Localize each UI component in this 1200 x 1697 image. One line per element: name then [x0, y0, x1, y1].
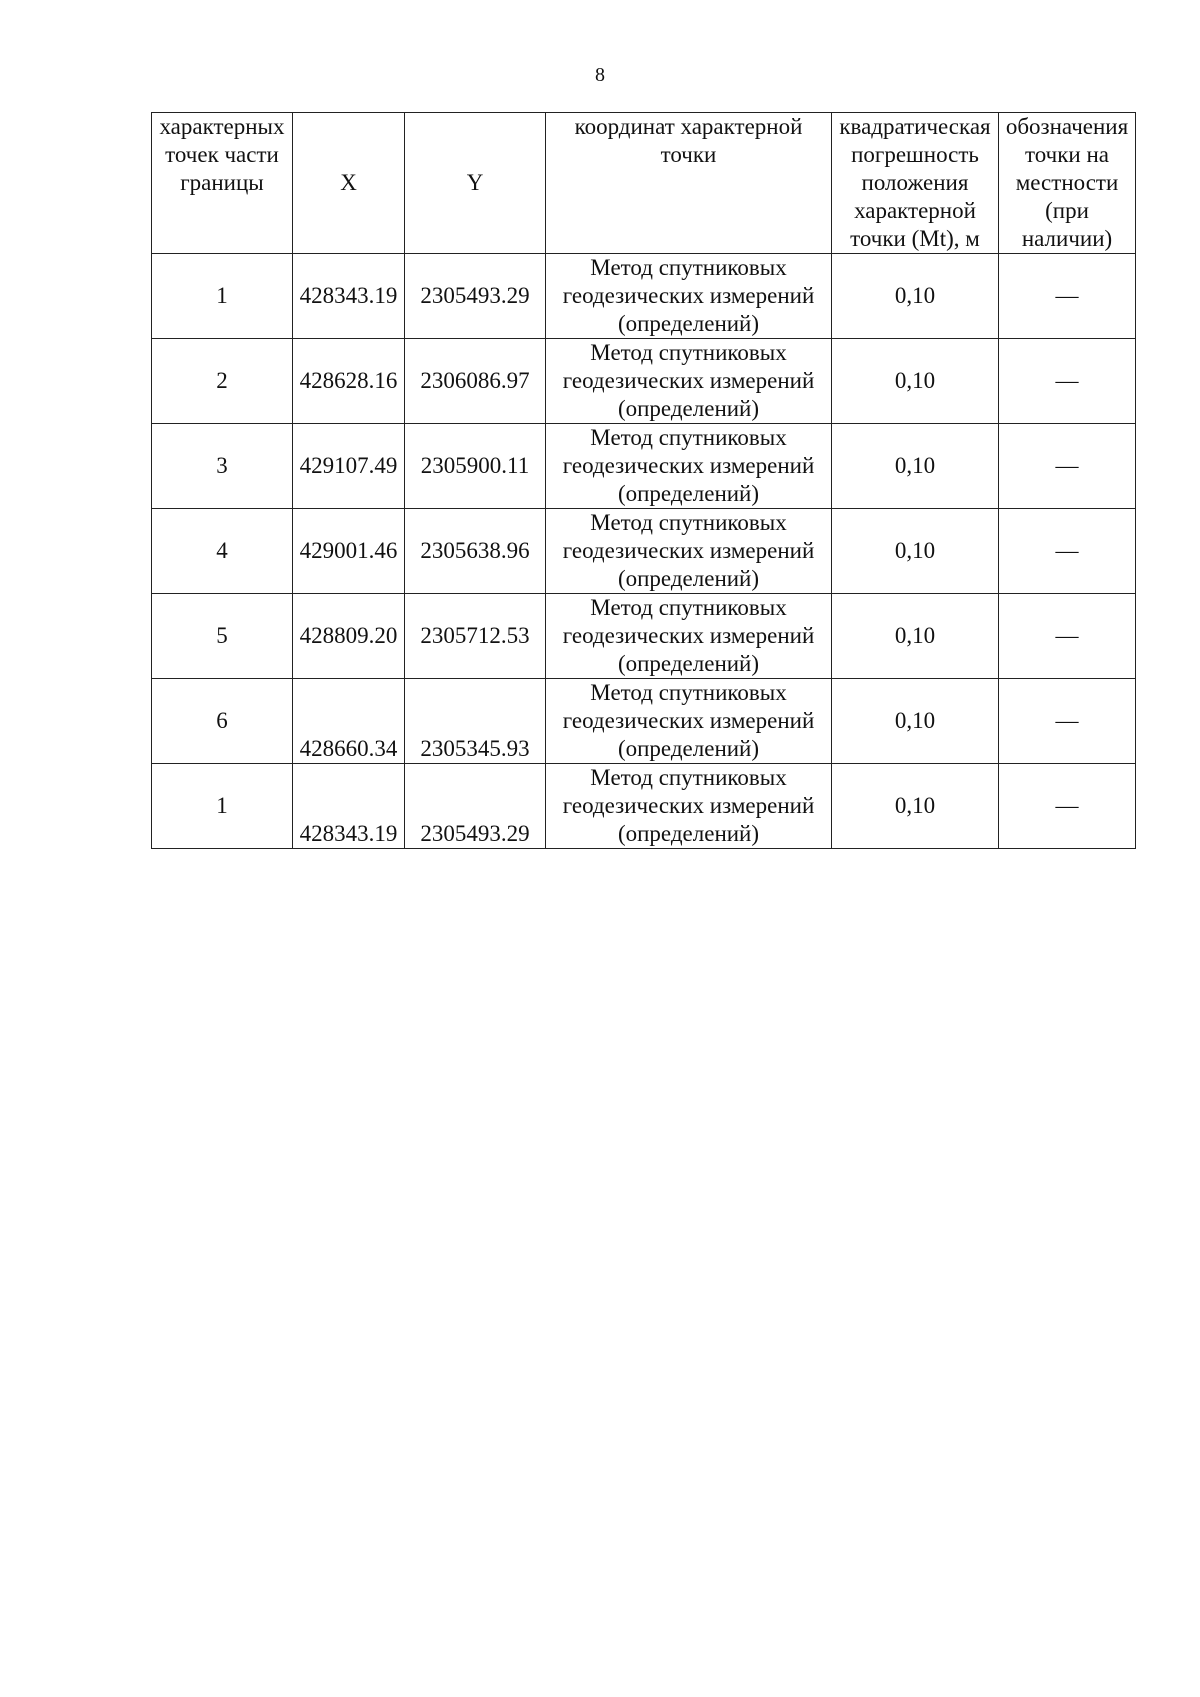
x-cell: 429001.46	[293, 509, 405, 594]
method-cell: Метод спутниковых геодезических измерений (определений)	[546, 679, 832, 764]
y-cell: 2305900.11	[405, 424, 546, 509]
y-cell: 2305712.53	[405, 594, 546, 679]
point-cell: 1	[152, 254, 293, 339]
y-cell: 2305493.29	[405, 764, 546, 849]
header-x: X	[293, 113, 405, 254]
point-cell: 1	[152, 764, 293, 849]
table-row	[152, 339, 1136, 424]
error-cell: 0,10	[832, 764, 999, 849]
header-error: квадратическая погрешность положения характерной точки (Mt), м	[832, 113, 999, 254]
error-cell: 0,10	[832, 594, 999, 679]
marking-cell: —	[999, 509, 1136, 594]
marking-cell: —	[999, 339, 1136, 424]
header-method: координат характерной точки	[546, 113, 832, 254]
table-row	[152, 679, 1136, 764]
y-cell: 2305493.29	[405, 254, 546, 339]
x-cell: 429107.49	[293, 424, 405, 509]
method-cell: Метод спутниковых геодезических измерений (определений)	[546, 424, 832, 509]
error-cell: 0,10	[832, 339, 999, 424]
method-cell: Метод спутниковых геодезических измерений (определений)	[546, 594, 832, 679]
marking-cell: —	[999, 254, 1136, 339]
point-cell: 5	[152, 594, 293, 679]
marking-cell: —	[999, 594, 1136, 679]
marking-cell: —	[999, 424, 1136, 509]
error-cell: 0,10	[832, 254, 999, 339]
header-marking: обозначения точки на местности (при наличии)	[999, 113, 1136, 254]
x-cell: 428343.19	[293, 254, 405, 339]
table-row	[152, 764, 1136, 849]
error-cell: 0,10	[832, 424, 999, 509]
page-number: 8	[595, 64, 605, 86]
error-cell: 0,10	[832, 679, 999, 764]
point-cell: 6	[152, 679, 293, 764]
y-cell: 2305345.93	[405, 679, 546, 764]
coordinates-table	[151, 112, 1136, 849]
header-row	[152, 113, 1136, 254]
point-cell: 2	[152, 339, 293, 424]
error-cell: 0,10	[832, 509, 999, 594]
marking-cell: —	[999, 679, 1136, 764]
x-cell: 428660.34	[293, 679, 405, 764]
y-cell: 2306086.97	[405, 339, 546, 424]
point-cell: 3	[152, 424, 293, 509]
method-cell: Метод спутниковых геодезических измерений (определений)	[546, 339, 832, 424]
table-row	[152, 424, 1136, 509]
x-cell: 428628.16	[293, 339, 405, 424]
header-point: характерных точек части границы	[152, 113, 293, 254]
x-cell: 428343.19	[293, 764, 405, 849]
table-row	[152, 254, 1136, 339]
method-cell: Метод спутниковых геодезических измерений (определений)	[546, 764, 832, 849]
y-cell: 2305638.96	[405, 509, 546, 594]
marking-cell: —	[999, 764, 1136, 849]
x-cell: 428809.20	[293, 594, 405, 679]
method-cell: Метод спутниковых геодезических измерений (определений)	[546, 254, 832, 339]
point-cell: 4	[152, 509, 293, 594]
method-cell: Метод спутниковых геодезических измерений (определений)	[546, 509, 832, 594]
header-y: Y	[405, 113, 546, 254]
table-row	[152, 509, 1136, 594]
table-row	[152, 594, 1136, 679]
